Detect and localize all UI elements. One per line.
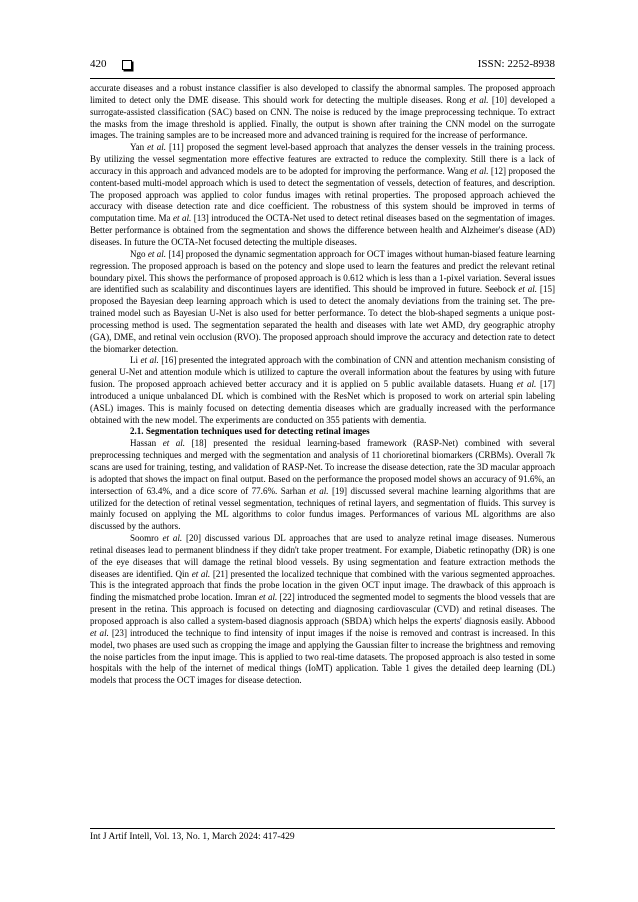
footer-rule bbox=[90, 828, 555, 829]
paragraph-2: Yan et al. [11] proposed the segment level-based approach that analyzes the denser vessels in the training process. By utilizing the vessel segmentation more effective features are extracted to reduce the complexity. Still there is a lack of accuracy in this approach and advanced models are to be adopted for improving the performance. Wang et al. [12] proposed the content-based multi-model approach which is used to detect the segmentation of vessels, detection of features, and description. The proposed approach was applied to color fundus images with retinal properties. The proposed approach achieved the accuracy with disease detection rate and dice coefficient. The robustness of this system should be improved in terms of computation time. Ma et al. [13] introduced the OCTA-Net used to detect retinal diseases based on the segmentation of images. Better performance is obtained from the segmentation and shows the difference between health and Alzheimer's disease (AD) diseases. In future the OCTA-Net focused detecting the multiple diseases. bbox=[90, 142, 556, 247]
issn-label: ISSN: 2252-8938 bbox=[477, 58, 555, 70]
page-number: 420 bbox=[90, 58, 107, 70]
section-paragraph-1: Hassan et al. [18] presented the residual learning-based framework (RASP-Net) combined with several preprocessing techniques and merged with the segmentation and analysis of 11 chorioretinal biomarkers (CRBMs). Overall 7k scans are used for training, testing, and validation of RASP-Net. To increase the disease detection, rate the 3D macular approach is adopted that shows the impact on final output. Based on the performance the proposed model shows an accuracy of 91.6%, an intersection of 63.4%, and a dice score of 77.6%. Sarhan et al. [19] discussed several machine learning algorithms that are utilized for the detection of retinal vessel segmentation, techniques of retinal layers, and segmentation of fluids. This survey is mainly focused on applying the ML algorithms to color fundus images. Performances of various ML algorithms are also discussed by the authors. bbox=[90, 438, 555, 532]
body-text bbox=[90, 83, 555, 687]
page-footer: Int J Artif Intell, Vol. 13, No. 1, March 2024: 417-429 bbox=[90, 832, 295, 842]
page-header bbox=[90, 58, 555, 78]
paragraph-4: Li et al. [16] presented the integrated approach with the combination of CNN and attention mechanism consisting of general U-Net and attention module which is utilized to capture the overall information about the features by using with future fusion. The proposed approach achieved better accuracy and it is applied on 5 public available datasets. Huang et al. [17] introduced a unique unbalanced DL which is combined with the ResNet which is proposed to work on arterial spin labeling (ASL) images. This is mainly focused on detecting dementia diseases which are gradually increased with the performance obtained with the new model. The experiments are conducted on 355 patients with dementia. bbox=[90, 355, 556, 425]
paragraph-1: accurate diseases and a robust instance classifier is also developed to classify the abnormal samples. The proposed approach limited to detect only the DME disease. This should work for detecting the multiple diseases. Rong et al. [10] developed a surrogate-assisted classification (SAC) based on CNN. The noise is reduced by the image preprocessing technique. To extract the masks from the image threshold is applied. Finally, the output is shown after training the CNN model on the surrogate images. The training samples are to be increased more and advanced training is required for the increase of performance. bbox=[90, 83, 555, 141]
paragraph-3: Ngo et al. [14] proposed the dynamic segmentation approach for OCT images without human-biased feature learning regression. The proposed approach is based on the potency and slope used to learn the features and predict the relevant retinal boundary pixel. This shows the performance of proposed approach is 0.612 which is less than a 1-pixel variation. Several issues are identified such as scalability and discontinues layers are identified. This should be improved in future. Seebock et al. [15] proposed the Bayesian deep learning approach which is used to detect the anomaly deviations from the training set. The pre-trained model such as Bayesian U-Net is also used for better performance. To detect the blob-shaped segments a unique post-processing method is used. The segmentation separated the health and diseases with late wet AMD, dry geographic atrophy (GA), DME, and retinal vein occlusion (RVO). The proposed approach should improve the accuracy and detection rate to detect the biomarker detection. bbox=[90, 248, 556, 354]
section-heading: 2.1. Segmentation techniques used for detecting retinal images bbox=[130, 426, 370, 437]
checkbox-square-icon bbox=[122, 60, 132, 70]
header-rule bbox=[90, 78, 555, 79]
section-paragraph-2: Soomro et al. [20] discussed various DL approaches that are used to analyze retinal image diseases. Numerous retinal diseases lead to permanent blindness if they didn't take proper treatment. For example, Diabetic retinopathy (DR) is one of the eye diseases that will damage the retinal blood vessels. By using segmentation and feature extraction methods the diseases are identified. Qin et al. [21] presented the localized technique that combined with the various segmented approaches. This is the integrated approach that finds the probe location in the given OCT input image. The drawback of this approach is finding the mismatched probe location. Imran et al. [22] introduced the segmented model to segments the blood vessels that are present in the retina. This approach is focused on detecting and diagnosing cardiovascular (CVD) and retinal diseases. The proposed approach is also called a system-based diagnosis approach (SBDA) which helps the experts' diagnosis easily. Abbood et al. [23] introduced the technique to find intensity of input images if the noise is removed and contrast is increased. In this model, two phases are used such as cropping the image and applying the Gaussian filter to increase the brightness and removing the noise particles from the input image. This is applied to two real-time datasets. The proposed approach is also tested in some hospitals with the help of the internet of medical things (IoMT) application. Table 1 gives the detailed deep learning (DL) models that process the OCT images for disease detection. bbox=[90, 533, 556, 686]
